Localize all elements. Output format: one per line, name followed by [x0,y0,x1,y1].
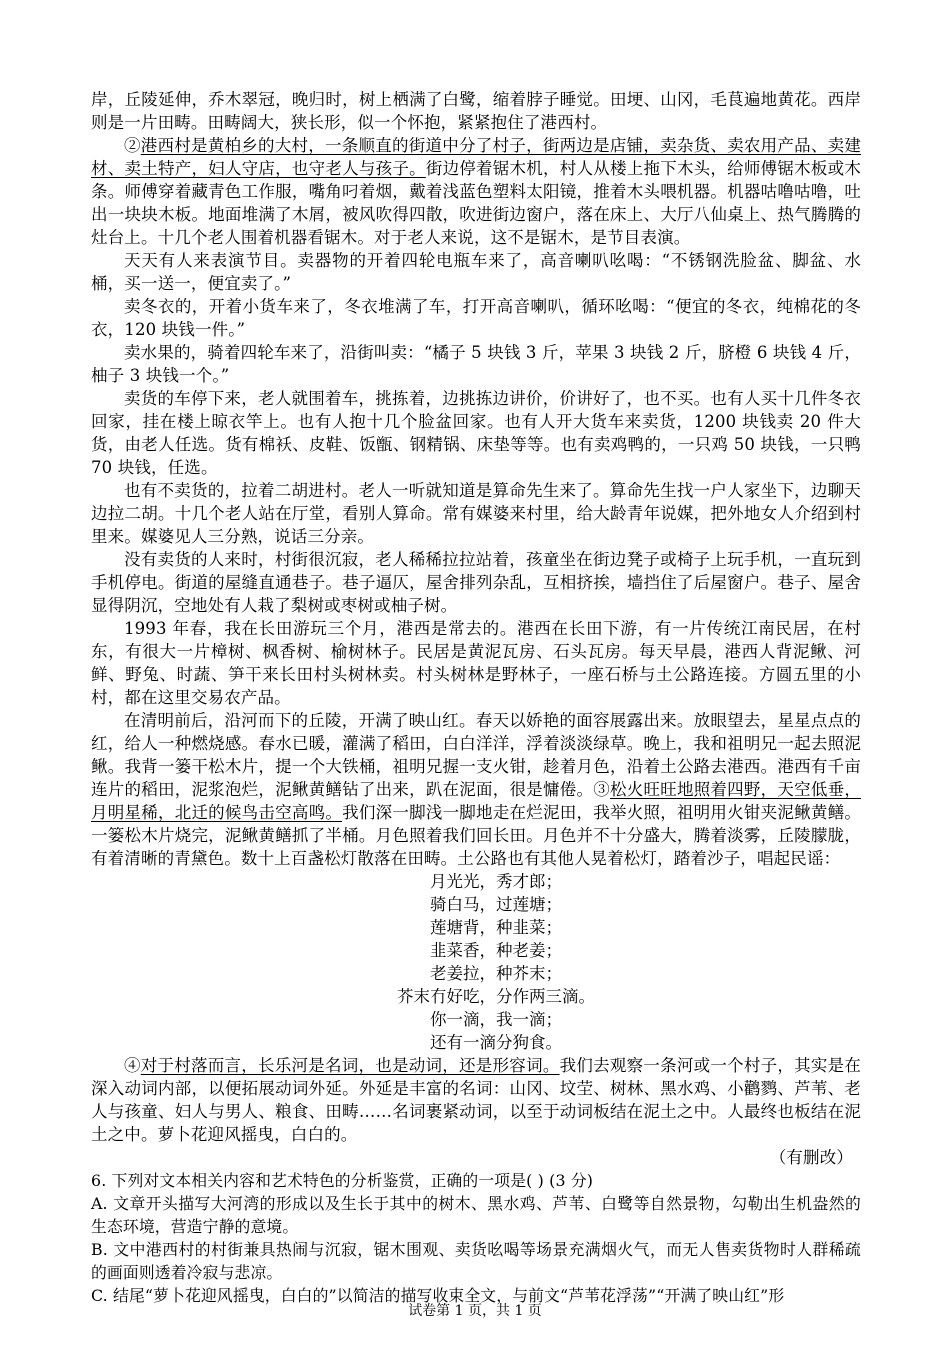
folk-song-line: 月光光，秀才郎； [430,872,562,891]
question-stem: 6. 下列对文本相关内容和艺术特色的分析鉴赏，正确的一项是( ) (3 分) [91,1171,594,1190]
folk-song-line: 你一滴，我一滴； [430,1010,562,1029]
mark-2: ② [124,136,141,155]
exam-page [91,88,861,1307]
paragraph-buying: 卖货的车停下来，老人就围着车，挑拣着，边挑拣边讲价，价讲好了，也不买。也有人买十几件冬衣回家，挂在楼上晾衣竿上。也有人抱十几个脸盆回家。也有人开大货车来卖货，1200 块钱卖 20 件大货，由老人任选。货有棉袄、皮鞋、饭甑、钢精锅、床垫等等。也有卖鸡鸭的，一只鸡 50 块钱，一只鸭 70 块钱，任选。 [91,389,861,477]
question-6 [91,1169,861,1307]
paragraph-vendor-fruit: 卖水果的，骑着四轮车来了，沿街叫卖：“橘子 5 块钱 3 斤，苹果 3 块钱 2 斤，脐橙 6 块钱 4 斤，柚子 3 块钱一个。” [91,343,861,385]
underlined-sentence-3: 松火旺旺地照着四野，天空低垂，月明星稀，北迁的候鸟击空高鸣。 [91,780,862,822]
folk-song-line: 韭菜香，种老姜； [430,941,562,960]
paragraph-1993: 1993 年春，我在长田游玩三个月，港西是常去的。港西在长田下游，有一片传统江南民居，在村东，有很大一片樟树、枫香树、榆树林子。民居是黄泥瓦房、石头瓦房。每天早晨，港西人背泥鳅、河鲜、野兔、时蔬、笋干来长田村头树林卖。村头树林是野林子，一座石桥与土公路连接。方圆五里的小村，都在这里交易农产品。 [91,619,861,707]
paragraph-qingming: 在清明前后，沿河而下的丘陵，开满了映山红。春天以娇艳的面容展露出来。放眼望去，星星点点的红，给人一种燃烧感。春水已暖，灌满了稻田，白白洋洋，浮着淡淡绿草。晚上，我和祖明兄一起去照泥鳅。我背一篓干松木片，提一个大铁桶，祖明兄握一支火钳，趁着月色，沿着土公路去港西。港西有千亩连片的稻田，泥浆泡烂，泥鳅黄鳝钻了出来，趴在泥面，很是慵倦。③松火旺旺地照着四野，天空低垂，月明星稀，北迁的候鸟击空高鸣。我们深一脚浅一脚地走在烂泥田，我举火照，祖明用火钳夹泥鳅黄鳝。一篓松木片烧完，泥鳅黄鳝抓了半桶。月色照着我们回长田。月色并不十分盛大，腾着淡雾，丘陵朦胧，有着清晰的青黛色。数十上百盏松灯散落在田畴。土公路也有其他人晃着松灯，踏着沙子，唱起民谣： [91,711,862,868]
paragraph-intro: 岸，丘陵延伸，乔木翠冠，晚归时，树上栖满了白鹭，缩着脖子睡觉。田埂、山冈，毛茛遍地黄花。西岸则是一片田畴。田畴阔大，狭长形，似一个怀抱，紧紧抱住了港西村。 [91,90,861,132]
page-footer: 试卷第 1 页，共 1 页 [408,1303,542,1319]
option-c: C. 结尾“萝卜花迎风摇曳，白白的”以简洁的描写收束全文，与前文“芦苇花浮荡”“开满了映山红”形 [91,1286,785,1305]
mark-4: ④ [124,1056,141,1075]
paragraph-silent-street: 没有卖货的人来时，村街很沉寂，老人稀稀拉拉站着，孩童坐在街边凳子或椅子上玩手机，一直玩到手机停电。街道的屋缝直通巷子。巷子逼仄，屋舍排列杂乱，互相挤挨，墙挡住了后屋窗户。巷子、屋舍显得阴沉，空地处有人栽了梨树或枣树或柚子树。 [91,550,861,615]
folk-song-line: 骑白马，过莲塘； [430,895,562,914]
abridged-note: （有删改） [769,1148,853,1167]
paragraph-4: ④对于村落而言，长乐河是名词，也是动词，还是形容词。我们去观察一条河或一个村子，其实是在深入动词内部，以便拓展动词外延。外延是丰富的名词：山冈、坟茔、树林、黑水鸡、小鹳鹨、芦苇、老人与孩童、妇人与男人、粮食、田畴……名词裹紧动词，以至于动词板结在泥土之中。人最终也板结在泥土之中。萝卜花迎风摇曳，白白的。 [91,1056,862,1144]
mark-3: ③ [593,780,610,799]
option-b: B. 文中港西村的村街兼具热闹与沉寂，锯木围观、卖货吆喝等场景充满烟火气，而无人售卖货物时人群稀疏的画面则透着冷寂与悲凉。 [91,1240,861,1282]
paragraph-2: ②港西村是黄柏乡的大村，一条顺直的街道中分了村子，街两边是店铺，卖杂货、卖农用产品、卖建材、卖土特产，妇人守店，也守老人与孩子。街边停着锯木机，村人从楼上拖下木头，给师傅锯木板或木条。师傅穿着藏青色工作服，嘴角叼着烟，戴着浅蓝色塑料太阳镜，推着木头喂机器。机器咕噜咕噜，吐出一块块木板。地面堆满了木屑，被风吹得四散，吹进街边窗户，落在床上、大厅八仙桌上、热气腾腾的灶台上。十几个老人围着机器看锯木。对于老人来说，这不是锯木，是节目表演。 [91,136,862,247]
paragraph-vendor-clothes: 卖冬衣的，开着小货车来了，冬衣堆满了车，打开高音喇叭，循环吆喝：“便宜的冬衣，纯棉花的冬衣，120 块钱一件。” [91,297,861,339]
folk-song-line: 老姜拉，种芥末； [430,964,562,983]
underlined-sentence-2: 港西村是黄柏乡的大村，一条顺直的街道中分了村子，街两边是店铺，卖杂货、卖农用产品、卖建材、卖土特产，妇人守店，也守老人与孩子。 [91,136,862,178]
paragraph-fortune-teller: 也有不卖货的，拉着二胡进村。老人一听就知道是算命先生来了。算命先生找一户人家坐下，边聊天边拉二胡。十几个老人站在厅堂，看别人算命。常有媒婆来村里，给大龄青年说媒，把外地女人介绍到村里来。媒婆见人三分熟，说话三分亲。 [91,481,861,546]
folk-song-line: 芥末冇好吃，分作两三滴。 [397,987,595,1006]
folk-song-line: 莲塘背，种韭菜； [430,918,562,937]
folk-song [91,870,861,1054]
folk-song-line: 还有一滴分狗食。 [430,1033,562,1052]
underlined-sentence-4: 对于村落而言，长乐河是名词，也是动词，还是形容词。 [140,1056,560,1075]
paragraph-vendor-utensils: 天天有人来表演节目。卖器物的开着四轮电瓶车来了，高音喇叭吆喝：“不锈钢洗脸盆、脚盆、水桶，买一送一，便宜卖了。” [91,251,861,293]
option-a: A. 文章开头描写大河湾的形成以及生长于其中的树木、黑水鸡、芦苇、白鹭等自然景物，勾勒出生机盎然的生态环境，营造宁静的意境。 [91,1194,861,1236]
